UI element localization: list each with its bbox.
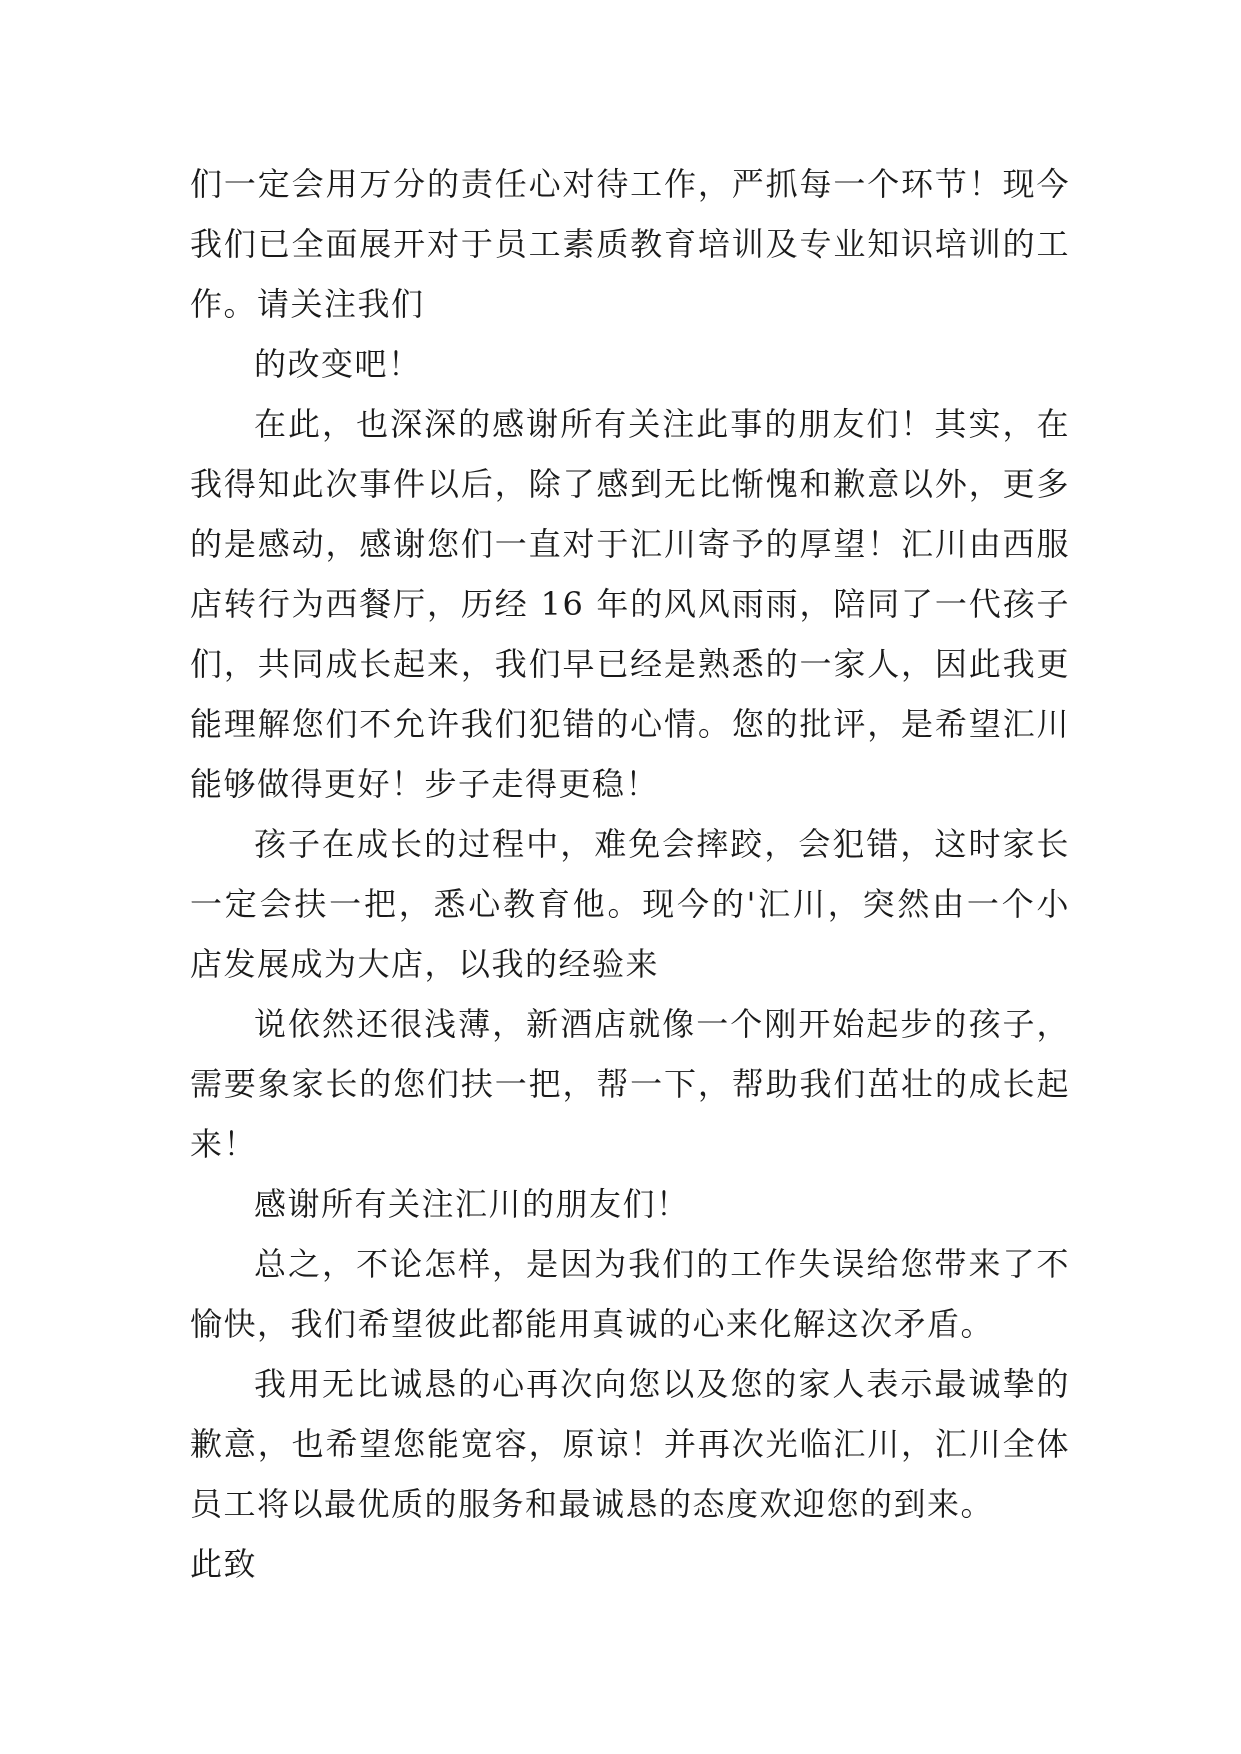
- paragraph-gratitude: 在此，也深深的感谢所有关注此事的朋友们！其实，在我得知此次事件以后，除了感到无比惭愧和歉意以外，更多的是感动，感谢您们一直对于汇川寄予的厚望！汇川由西服店转行为西餐厅，历经 16 年的风风雨雨，陪同了一代孩子们，共同成长起来，我们早已经是熟悉的一家人，因此我更能理解您们不允许我们犯错的心情。您的批评，是希望汇川能够做得更好！步子走得更稳！: [190, 405, 1070, 803]
- paragraph-apology: 我用无比诚恳的心再次向您以及您的家人表示最诚挚的歉意，也希望您能宽容，原谅！并再次光临汇川，汇川全体员工将以最优质的服务和最诚恳的态度欢迎您的到来。: [190, 1365, 1070, 1523]
- paragraph-summary: 总之，不论怎样，是因为我们的工作失误给您带来了不愉快，我们希望彼此都能用真诚的心来化解这次矛盾。: [190, 1245, 1070, 1343]
- paragraph-change: 的改变吧！: [254, 345, 422, 383]
- closing-salutation: 此致: [190, 1545, 258, 1583]
- paragraph-thanks: 感谢所有关注汇川的朋友们！: [254, 1185, 690, 1223]
- paragraph-commitment: 们一定会用万分的责任心对待工作，严抓每一个环节！现今我们已全面展开对于员工素质教育培训及专业知识培训的工作。请关注我们: [190, 165, 1070, 323]
- paragraph-new-hotel: 说依然还很浅薄，新酒店就像一个刚开始起步的孩子，需要象家长的您们扶一把，帮一下，帮助我们茁壮的成长起来！: [190, 1005, 1070, 1163]
- paragraph-growth: 孩子在成长的过程中，难免会摔跤，会犯错，这时家长一定会扶一把，悉心教育他。现今的'汇川，突然由一个小店发展成为大店，以我的经验来: [190, 825, 1070, 983]
- document-body: [190, 154, 1070, 1594]
